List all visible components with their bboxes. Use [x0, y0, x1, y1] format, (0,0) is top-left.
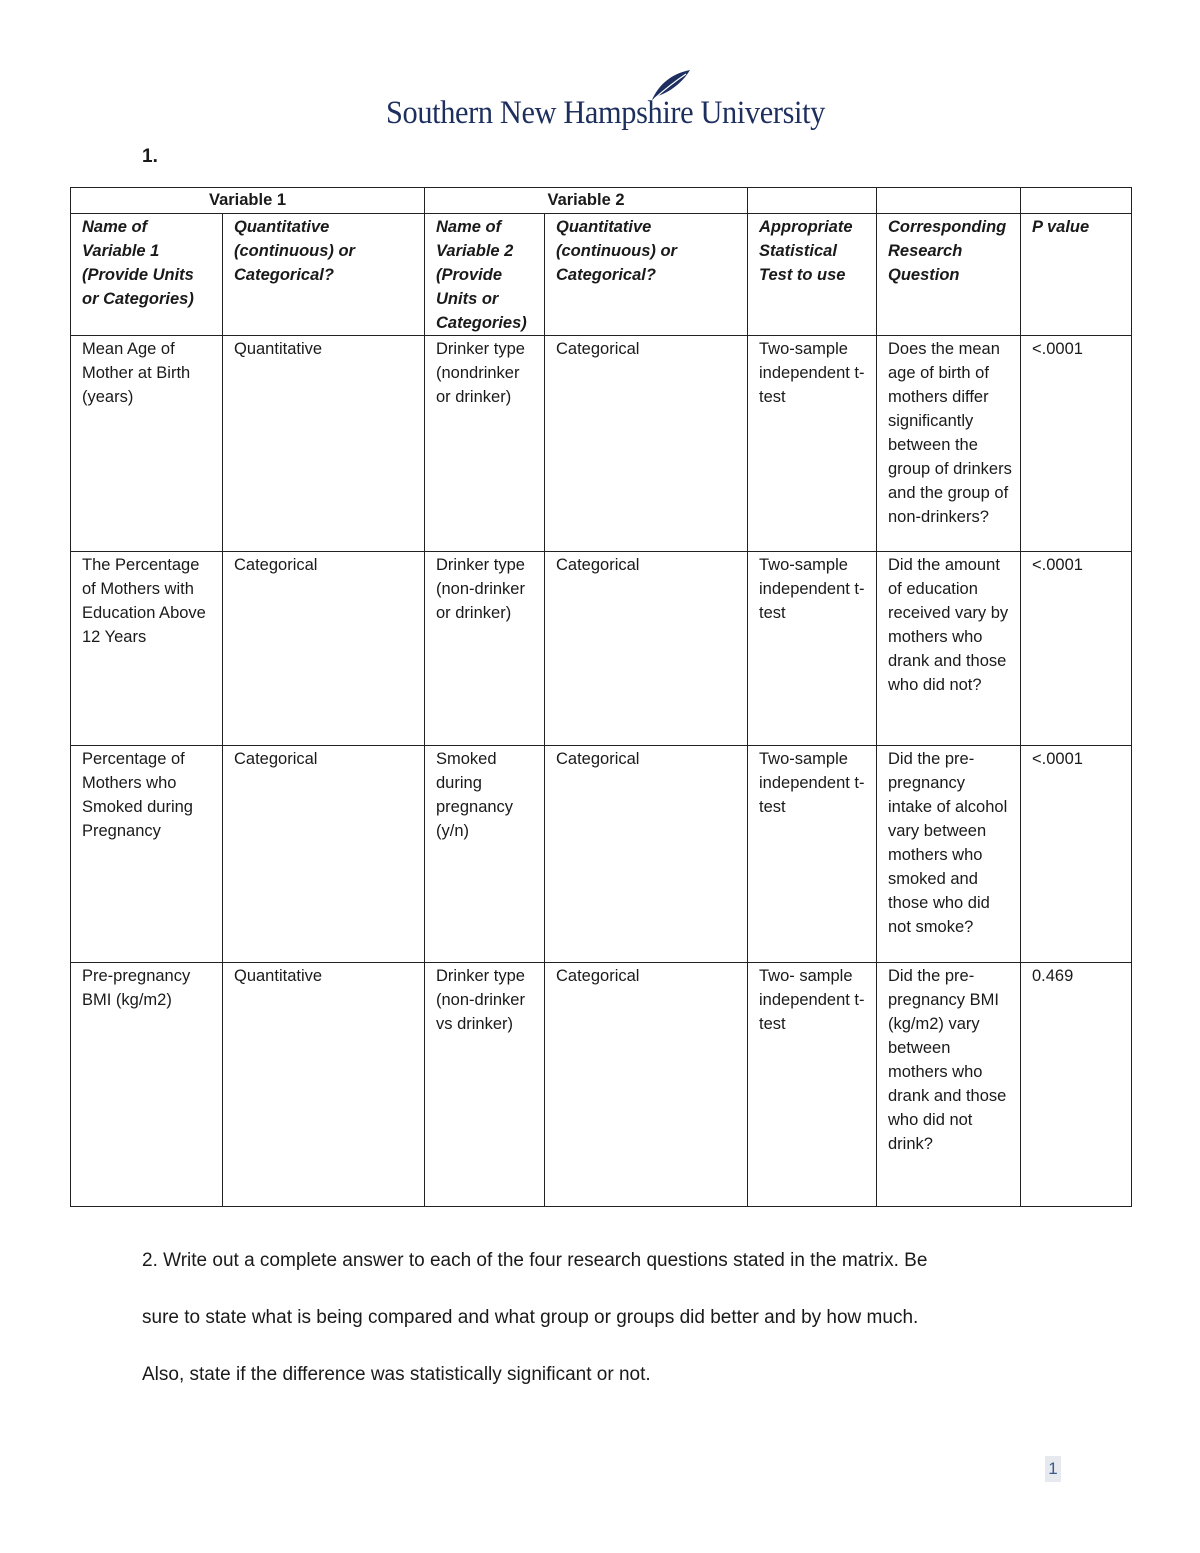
column-header: Appropriate Statistical Test to use [748, 214, 877, 336]
variable-1-name-cell: Pre-pregnancy BMI (kg/m2) [71, 963, 223, 1207]
variable-1-type-cell: Quantitative [223, 336, 425, 552]
table-row [71, 746, 1132, 963]
column-header: Corresponding Research Question [877, 214, 1021, 336]
variable-2-group-header: Variable 2 [425, 188, 748, 214]
variable-2-type-cell: Categorical [545, 746, 748, 963]
statistical-test-cell: Two- sample independent t-test [748, 963, 877, 1207]
variable-2-name-cell: Smoked during pregnancy (y/n) [425, 746, 545, 963]
question-2-line: Also, state if the difference was statistically significant or not. [142, 1364, 651, 1385]
column-header: Quantitative (continuous) or Categorical? [545, 214, 748, 336]
statistical-test-cell: Two-sample independent t-test [748, 746, 877, 963]
p-value-cell: <.0001 [1021, 746, 1132, 963]
variable-2-name-cell: Drinker type (nondrinker or drinker) [425, 336, 545, 552]
research-question-cell: Did the pre-pregnancy BMI (kg/m2) vary between mothers who drank and those who did not drink? [877, 963, 1021, 1207]
question-2-text [142, 1232, 1072, 1403]
page-number: 1 [1045, 1456, 1061, 1482]
table-row [71, 552, 1132, 746]
variable-2-type-cell: Categorical [545, 963, 748, 1207]
question-2-line: 2. Write out a complete answer to each of the four research questions stated in the matrix. Be [142, 1250, 928, 1271]
column-header-row [71, 214, 1132, 336]
column-header: Quantitative (continuous) or Categorical? [223, 214, 425, 336]
p-value-cell: <.0001 [1021, 336, 1132, 552]
statistical-test-cell: Two-sample independent t-test [748, 552, 877, 746]
variable-2-name-cell: Drinker type (non-drinker or drinker) [425, 552, 545, 746]
variable-1-type-cell: Categorical [223, 746, 425, 963]
variable-1-name-cell: The Percentage of Mothers with Education Above 12 Years [71, 552, 223, 746]
variable-1-name-cell: Mean Age of Mother at Birth (years) [71, 336, 223, 552]
question-2-line: sure to state what is being compared and what group or groups did better and by how much. [142, 1307, 919, 1328]
university-logo [386, 68, 825, 138]
variable-1-group-header: Variable 1 [71, 188, 425, 214]
p-value-cell: <.0001 [1021, 552, 1132, 746]
column-header: P value [1021, 214, 1132, 336]
statistical-test-cell: Two-sample independent t-test [748, 336, 877, 552]
table-row [71, 336, 1132, 552]
table-row [71, 963, 1132, 1207]
variable-2-type-cell: Categorical [545, 552, 748, 746]
research-question-cell: Did the pre-pregnancy intake of alcohol vary between mothers who smoked and those who did not smoke? [877, 746, 1021, 963]
variable-2-type-cell: Categorical [545, 336, 748, 552]
question-1-number: 1. [142, 146, 158, 167]
column-header: Name of Variable 2 (Provide Units or Categories) [425, 214, 545, 336]
column-header: Name of Variable 1 (Provide Units or Categories) [71, 214, 223, 336]
research-question-cell: Does the mean age of birth of mothers differ significantly between the group of drinkers and the group of non-drinkers? [877, 336, 1021, 552]
variable-2-name-cell: Drinker type (non-drinker vs drinker) [425, 963, 545, 1207]
variable-1-type-cell: Quantitative [223, 963, 425, 1207]
empty-header-cell [1021, 188, 1132, 214]
p-value-cell: 0.469 [1021, 963, 1132, 1207]
empty-header-cell [877, 188, 1021, 214]
research-matrix-table [70, 187, 1132, 1207]
empty-header-cell [748, 188, 877, 214]
group-header-row [71, 188, 1132, 214]
research-question-cell: Did the amount of education received vary by mothers who drank and those who did not? [877, 552, 1021, 746]
logo-wordmark: Southern New Hampshire University [386, 95, 825, 131]
variable-1-type-cell: Categorical [223, 552, 425, 746]
variable-1-name-cell: Percentage of Mothers who Smoked during Pregnancy [71, 746, 223, 963]
